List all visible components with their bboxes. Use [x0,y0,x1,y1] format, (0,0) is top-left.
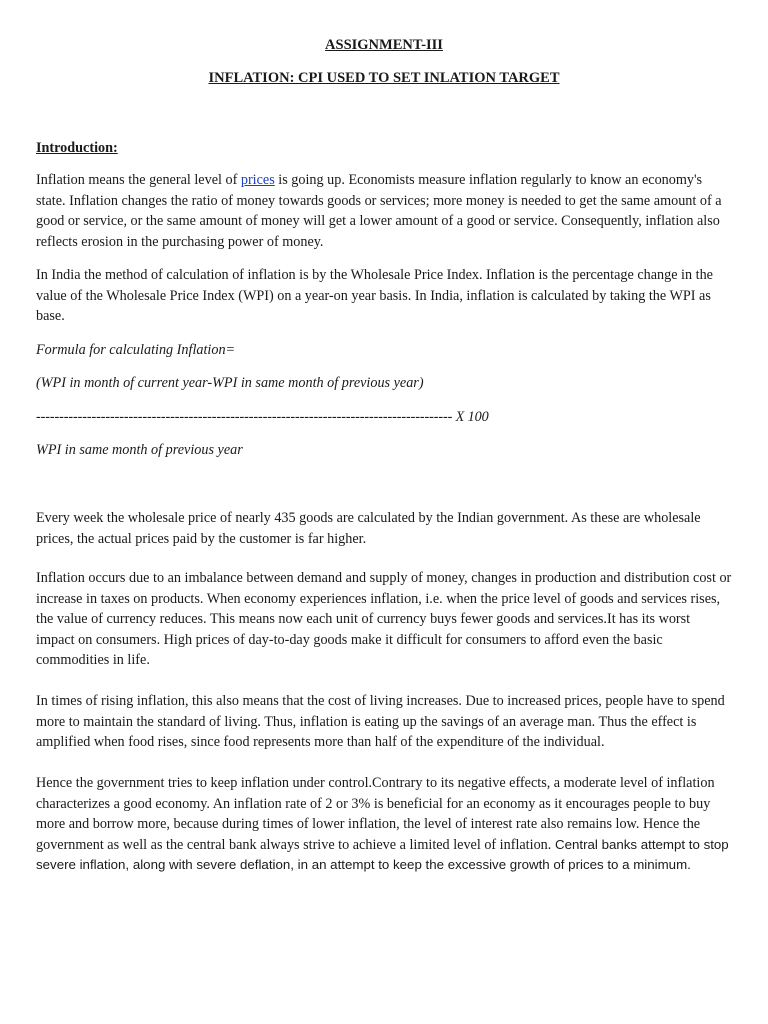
paragraph-inflation-causes: Inflation occurs due to an imbalance between demand and supply of money, changes in production and distribution cost or increase in taxes on products. When economy experiences inflation, i.e. when the price level of goods and services rises, the value of currency reduces. This means now each unit of currency buys fewer goods and services.It has its worst impact on consumers. High prices of day-to-day goods make it difficult for consumers to afford even the basic commodities in life. [36,570,732,669]
introduction-heading: Introduction: [36,140,118,156]
paragraph-text-central-banks: Central banks attempt to stop severe inflation, along with severe deflation, in an attempt to keep the excessive growth of prices to a minimum. [36,836,729,873]
paragraph-text: Inflation means the general level of [36,172,241,188]
paragraph-wholesale-prices: Every week the wholesale price of nearly 435 goods are calculated by the Indian government. As these are wholesale prices, the actual prices paid by the customer is far higher. [36,510,701,547]
formula-divider: ------------------------------------------------------------------------------------------ X 100 [36,409,489,425]
paragraph-cost-of-living: In times of rising inflation, this also means that the cost of living increases. Due to increased prices, people have to spend more to maintain the standard of living. Thus, inflation is eating up the savings of an average man. Thus the effect is amplified when food rises, since food represents more than half of the expenditure of the individual. [36,693,725,751]
prices-link[interactable]: prices [240,172,275,188]
document-page [36,0,732,1024]
assignment-title: ASSIGNMENT-III [325,37,443,53]
paragraph-text: is going up. Economists measure inflation regularly to know an economy's state. Inflation changes the ratio of money towards goods or services; more money is needed to get the same amount of a good or service, or the same amount of money will get a lower amount of a good or service. Consequently, inflation also reflects erosion in the purchasing power of money. [36,172,722,250]
document-title: INFLATION: CPI USED TO SET INLATION TARGET [208,70,560,86]
formula-label: Formula for calculating Inflation= [36,342,236,358]
formula-denominator: WPI in same month of previous year [36,442,243,458]
paragraph-india-method: In India the method of calculation of inflation is by the Wholesale Price Index. Inflation is the percentage change in the value of the Wholesale Price Index (WPI) on a year-on year basis. In India, inflation is calculated by taking the WPI as base. [36,267,713,325]
paragraph-government-control [36,773,732,876]
formula-numerator: (WPI in month of current year-WPI in same month of previous year) [36,375,424,391]
paragraph-inflation-definition [36,170,732,252]
paragraph-text: Hence the government tries to keep inflation under control.Contrary to its negative effects, a moderate level of inflation characterizes a good economy. An inflation rate of 2 or 3% is beneficial for an economy as it encourages people to buy more and borrow more, because during times of lower inflation, the level of interest rate also remains low. Hence the government as well as the central bank always strive to achieve a limited level of inflation. [36,775,715,853]
